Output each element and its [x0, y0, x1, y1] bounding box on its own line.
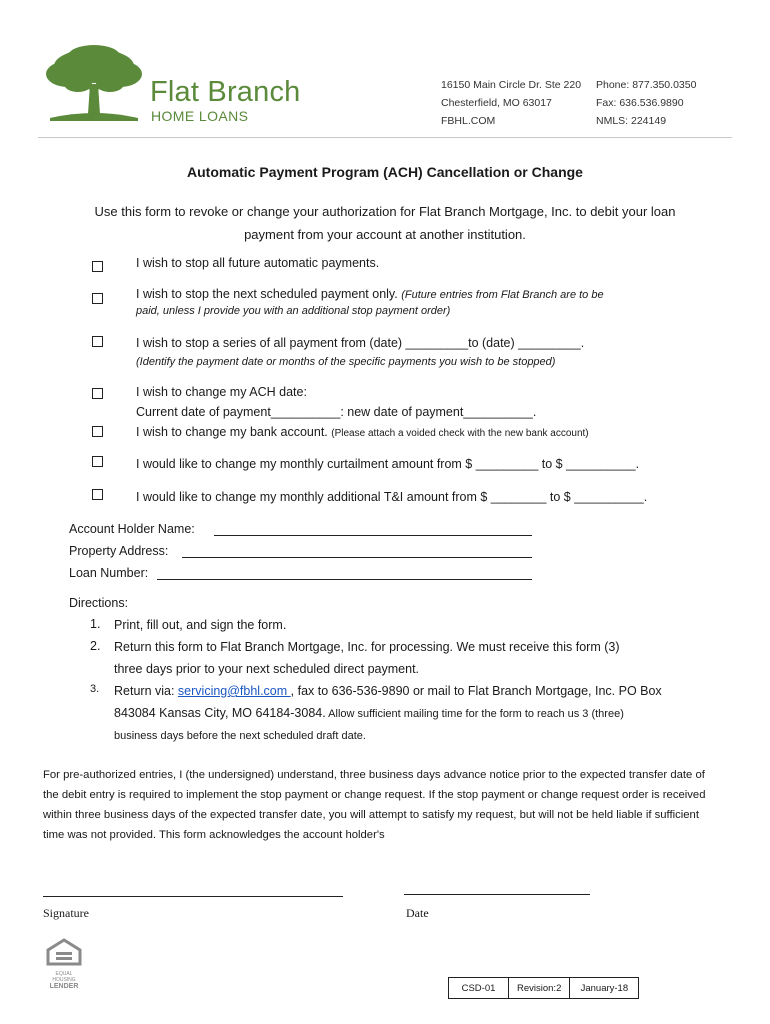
- checkbox-change-bank[interactable]: [92, 426, 103, 437]
- nmls: NMLS: 224149: [596, 115, 667, 127]
- option-change-ti: I would like to change my monthly additional T&I amount from $ ________ to $ __________.: [136, 490, 648, 504]
- checkbox-stop-all[interactable]: [92, 261, 103, 272]
- company-address: [441, 76, 581, 130]
- equal-housing-icon: [44, 938, 84, 966]
- option-label: I wish to stop the next scheduled payment only.: [136, 287, 398, 301]
- loan-number-label: Loan Number:: [69, 566, 149, 580]
- revision-table: [448, 977, 639, 999]
- step-number: 1.: [90, 617, 101, 631]
- direction-line: [114, 680, 662, 702]
- direction-line: business days before the next scheduled draft date.: [114, 730, 366, 742]
- checkbox-stop-series[interactable]: [92, 336, 103, 347]
- loan-number-field[interactable]: [157, 579, 532, 580]
- date-label: Date: [406, 906, 429, 920]
- website: FBHL.COM: [441, 115, 496, 127]
- option-ach-date-fields: Current date of payment__________: new date of payment__________.: [136, 405, 537, 419]
- option-label: I wish to change my bank account.: [136, 425, 328, 439]
- option-change-ach-date: I wish to change my ACH date:: [136, 385, 307, 399]
- directions-heading: Directions:: [69, 596, 129, 610]
- property-address-label: Property Address:: [69, 544, 169, 558]
- brand-subtitle: HOME LOANS: [151, 108, 249, 124]
- servicing-email-link[interactable]: servicing@fbhl.com: [177, 684, 291, 698]
- checkbox-change-ach-date[interactable]: [92, 388, 103, 399]
- option-note: (Future entries from Flat Branch are to be: [401, 289, 604, 301]
- checkbox-change-ti[interactable]: [92, 489, 103, 500]
- address-line: 16150 Main Circle Dr. Ste 220: [441, 79, 582, 91]
- form-code: CSD-01: [449, 978, 509, 999]
- account-holder-field[interactable]: [214, 535, 532, 536]
- step-number: 2.: [90, 639, 101, 653]
- equal-housing-lender-logo: [44, 938, 84, 990]
- address-line: Chesterfield, MO 63017: [441, 97, 552, 109]
- form-intro: Use this form to revoke or change your authorization for Flat Branch Mortgage, Inc. to debit your loan payment from your account at another institution.: [94, 204, 676, 242]
- option-stop-series: I wish to stop a series of all payment from (date) _________to (date) _________.: [136, 336, 585, 350]
- direction-text: , fax to 636-536-9890 or mail to Flat Branch Mortgage, Inc. PO Box: [290, 684, 662, 698]
- revision: Revision:2: [509, 978, 570, 999]
- option-stop-all: I wish to stop all future automatic payments.: [136, 256, 380, 270]
- date-field[interactable]: [404, 894, 590, 895]
- mailing-address: 843084 Kansas City, MO 64184-3084.: [114, 706, 326, 720]
- option-stop-next: [136, 287, 604, 301]
- option-note-continued: paid, unless I provide you with an additional stop payment order): [136, 305, 451, 317]
- tree-logo-icon: [44, 44, 144, 124]
- header-divider: [38, 137, 732, 138]
- direction-step-3: [114, 680, 662, 747]
- direction-line: Return this form to Flat Branch Mortgage, Inc. for processing. We must receive this form (3): [114, 640, 620, 654]
- checkbox-change-curtailment[interactable]: [92, 456, 103, 467]
- account-holder-label: Account Holder Name:: [69, 522, 195, 536]
- eho-text: LENDER: [49, 983, 79, 990]
- direction-text: Allow sufficient mailing time for the form to reach us 3 (three): [325, 708, 624, 720]
- signature-field[interactable]: [43, 896, 343, 897]
- option-note: (Identify the payment date or months of the specific payments you wish to be stopped): [136, 356, 556, 368]
- eho-text: EQUAL HOUSING: [52, 971, 76, 983]
- form-title: Automatic Payment Program (ACH) Cancellation or Change: [187, 164, 583, 180]
- direction-line: [114, 702, 662, 725]
- direction-step-2: [114, 636, 620, 680]
- authorization-disclaimer: For pre-authorized entries, I (the undersigned) understand, three business days advance notice prior to the expected transfer date of the debit entry is required to implement the stop payment or change request. If the stop payment or change request order is received within three business days of the expected transfer date, you will attempt to satisfy my request, but will not be held liable if sufficient time was not provided. This form acknowledges the account holder's: [43, 769, 706, 841]
- option-change-bank: [136, 425, 589, 439]
- phone: Phone: 877.350.0350: [596, 79, 697, 91]
- direction-text: Return via:: [114, 684, 178, 698]
- direction-line: three days prior to your next scheduled direct payment.: [114, 662, 420, 676]
- property-address-field[interactable]: [182, 557, 532, 558]
- brand-name: Flat Branch: [150, 76, 301, 108]
- fax: Fax: 636.536.9890: [596, 97, 684, 109]
- step-number: 3.: [90, 683, 100, 695]
- revision-date: January-18: [570, 978, 639, 999]
- option-change-curtailment: I would like to change my monthly curtailment amount from $ _________ to $ __________.: [136, 457, 640, 471]
- checkbox-stop-next[interactable]: [92, 293, 103, 304]
- company-contact: [596, 76, 696, 130]
- option-note: (Please attach a voided check with the new bank account): [331, 428, 589, 439]
- direction-step-1: Print, fill out, and sign the form.: [114, 618, 287, 632]
- signature-label: Signature: [43, 906, 89, 920]
